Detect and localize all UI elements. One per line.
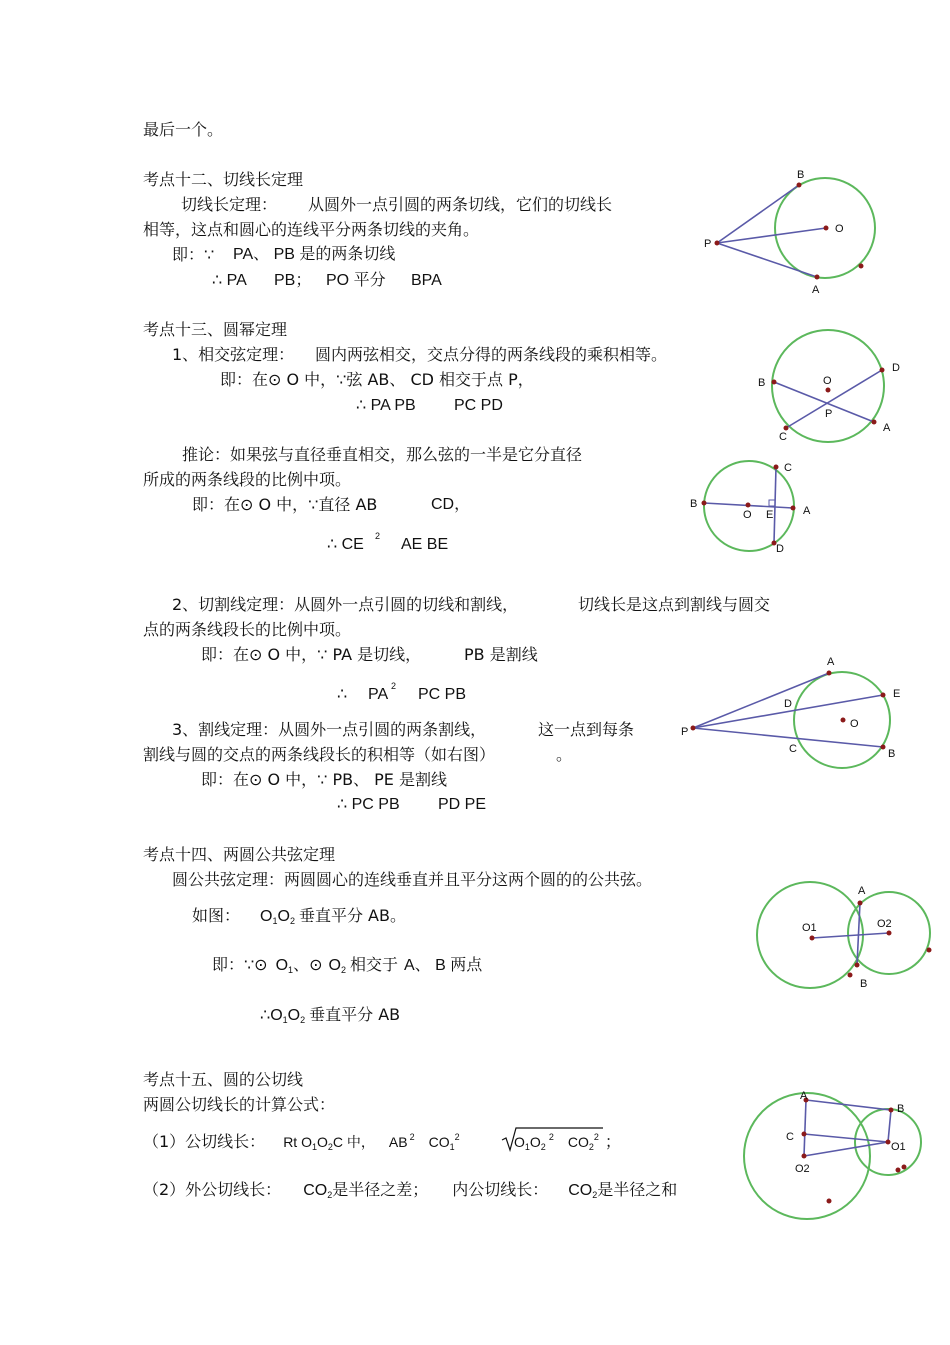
point-b [797,183,802,188]
label-b: B [690,498,698,510]
s12-conclusion-4: BPA [411,272,442,289]
point-extra-1 [848,973,853,978]
label-b: B [897,1103,905,1115]
point-o2 [887,931,892,936]
label-b: B [860,978,868,990]
secant-theorem-concl-1: ∴ PC PB [337,796,400,813]
label-o: O [835,223,844,235]
radius-o2a [804,1100,806,1156]
chord-ab [774,382,874,422]
corollary-concl-exponent: 2 [375,531,381,541]
point-extra-3 [902,1165,907,1170]
label-c: C [779,431,787,443]
label-b: B [758,377,766,389]
perpendicular-chord-figure [685,455,820,560]
tangent-pa [693,673,829,728]
point-o2 [802,1154,807,1159]
point-o1 [886,1140,891,1145]
section-13-heading: 考点十三、圆幂定理 [143,320,288,339]
point-c [802,1132,807,1137]
section-15-heading: 考点十五、圆的公切线 [143,1070,304,1089]
label-p: P [825,408,833,420]
point-extra [859,264,864,269]
label-o1: O1 [891,1141,906,1153]
s12-conclusion-2: PB； [274,272,312,289]
point-b [702,501,707,506]
tangent-secant-concl-1: ∴ [337,686,348,703]
intersecting-chords-concl-2: PC PD [454,397,503,414]
corollary-concl-2: AE BE [401,536,449,553]
common-tangent-figure [738,1090,923,1215]
tangent-length-figure [690,165,890,300]
label-o: O [850,718,859,730]
common-chord-figure [750,875,940,1000]
label-p: P [681,726,689,738]
s12-conclusion-1: ∴ PA [212,272,247,289]
point-d [880,368,885,373]
tangent-pb [717,185,799,243]
label-o1: O1 [802,922,817,934]
intersecting-chords-label: 1、相交弦定理： [172,345,295,364]
secant-theorem-text-1: 3、割线定理：从圆外一点引圆的两条割线， [172,720,487,739]
intro-text: 最后一个。 [143,120,224,139]
right-angle-mark [769,500,775,506]
formula-2: （2）外公切线长： CO2是半径之差； 内公切线长： CO2是半径之和 [143,1180,678,1200]
tangent-secant-concl-2: PA [368,686,389,703]
point-o [824,226,829,231]
s14-given: 即：∵⊙ O1、⊙ O2 相交于 A、 B 两点 [212,955,483,975]
point-o1 [810,936,815,941]
tangent-secant-concl-3: PC PB [418,686,467,703]
label-d: D [784,698,792,710]
label-a: A [803,505,811,517]
label-o: O [823,375,832,387]
secant-figure [675,652,910,777]
secant-pb [693,728,883,747]
tangent-secant-concl-exponent: 2 [391,681,397,691]
label-e: E [766,509,774,521]
section-14-heading: 考点十四、两圆公共弦定理 [143,845,336,864]
point-c [784,426,789,431]
intersecting-chords-given: 即：在⊙ O 中，∵弦 AB、 CD 相交于点 P， [220,370,534,389]
secant-theorem-text-4: 。 [556,745,573,764]
point-p [691,726,696,731]
corollary-given-1: 即：在⊙ O 中，∵直径 AB [192,495,378,514]
formula-1-radicand: $O1O2^2$ $CO2^2$ ； [514,1132,621,1152]
label-o2: O2 [877,918,892,930]
s14-figure-ref: 如图： O1O2 垂直平分 AB。 [192,906,406,926]
point-o [841,718,846,723]
intersecting-chords-figure [750,325,910,450]
label-a: A [827,656,835,668]
segment-po [717,228,826,243]
label-a: A [858,885,866,897]
point-p [715,241,720,246]
label-c: C [789,743,797,755]
center-line [804,1142,888,1156]
point-b [855,963,860,968]
label-b: B [797,169,805,181]
label-o: O [743,509,752,521]
point-b [772,380,777,385]
corollary-text-2: 所成的两条线段的比例中项。 [143,470,352,489]
label-c: C [786,1131,794,1143]
section-12-heading: 考点十二、切线长定理 [143,170,304,189]
point-extra-2 [927,948,932,953]
label-b: B [888,748,896,760]
point-o [826,388,831,393]
point-b [881,745,886,750]
secant-theorem-text-2: 这一点到每条 [538,720,635,739]
segment-co1 [804,1134,888,1142]
tangent-secant-text-2: 切线长是这点到割线与圆交 [578,595,771,614]
tangent-length-theorem-label: 切线长定理： [181,195,278,214]
s15-subheading: 两圆公切线长的计算公式： [143,1095,336,1114]
s12-given: PA、 PB 是的两条切线 [233,246,396,263]
point-o [746,503,751,508]
label-e: E [893,688,901,700]
center-line-o1o2 [812,933,889,938]
point-a [827,671,832,676]
secant-theorem-text-3: 割线与圆的交点的两条线段长的积相等（如右图） [143,745,496,764]
point-a [858,901,863,906]
tangent-secant-given-1: 即：在⊙ O 中，∵ PA 是切线， [201,645,422,664]
label-a: A [800,1090,808,1102]
point-extra-1 [827,1199,832,1204]
label-d: D [776,543,784,555]
point-a [791,506,796,511]
tangent-secant-given-2: PB 是割线 [464,645,538,664]
s14-conclusion: ∴O1O2 垂直平分 AB [260,1005,401,1025]
common-chord-theorem: 圆公共弦定理：两圆圆心的连线垂直并且平分这两个圆的的公共弦。 [172,870,653,889]
tangent-secant-text-1: 2、切割线定理：从圆外一点引圆的切线和割线， [172,595,519,614]
point-e [881,693,886,698]
tangent-length-theorem-text: 从圆外一点引圆的两条切线，它们的切线长 [308,195,613,214]
point-extra-2 [896,1168,901,1173]
point-c [774,465,779,470]
label-o2: O2 [795,1163,810,1175]
corollary-concl-1: ∴ CE [327,536,364,553]
label-d: D [892,362,900,374]
secant-theorem-given: 即：在⊙ O 中，∵ PB、 PE 是割线 [201,770,447,789]
tangent-secant-text-3: 点的两条线段长的比例中项。 [143,620,352,639]
corollary-text: 推论：如果弦与直径垂直相交，那么弦的一半是它分直径 [182,445,583,464]
corollary-given-2: CD， [431,496,471,513]
formula-1: （1）公切线长： Rt O1O2C 中， AB $^2$ $CO1^2$ [143,1132,460,1152]
point-a [815,275,820,280]
point-b [889,1108,894,1113]
tangent-pa [717,243,817,277]
label-a: A [812,284,820,296]
s12-given-prefix: 即：∵ [172,245,215,264]
label-p: P [704,238,712,250]
point-a [872,420,877,425]
secant-theorem-concl-2: PD PE [438,796,487,813]
intersecting-chords-text: 圆内两弦相交，交点分得的两条线段的乘积相等。 [315,345,668,364]
s12-conclusion-3: PO 平分 [326,272,386,289]
label-c: C [784,462,792,474]
label-a: A [883,422,891,434]
tangent-length-theorem-text-2: 相等，这点和圆心的连线平分两条切线的夹角。 [143,220,480,239]
radius-o1b [888,1110,891,1142]
intersecting-chords-concl-1: ∴ PA PB [356,397,416,414]
